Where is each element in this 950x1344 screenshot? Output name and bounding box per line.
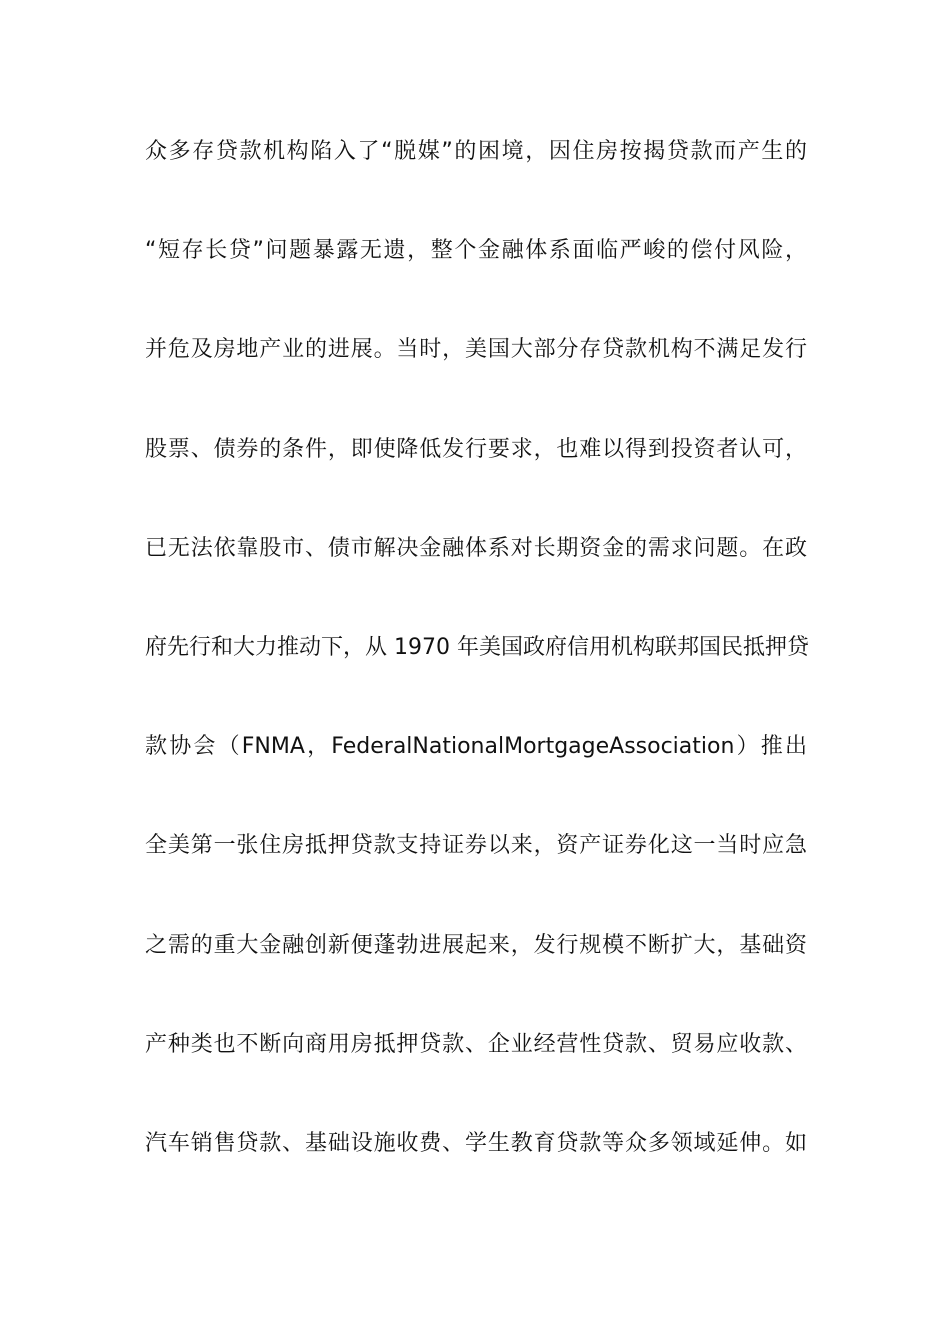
- paragraph-line: 之需的重大金融创新便蓬勃进展起来，发行规模不断扩大，基础资: [145, 932, 807, 958]
- paragraph-line: 府先行和大力推动下，从 1970 年美国政府信用机构联邦国民抵押贷: [145, 634, 809, 660]
- paragraph-line: 众多存贷款机构陷入了“脱媒”的困境，因住房按揭贷款而产生的: [145, 139, 807, 164]
- paragraph-line: 汽车销售贷款、基础设施收费、学生教育贷款等众多领域延伸。如: [145, 1130, 807, 1156]
- body-paragraph: [145, 130, 807, 1221]
- paragraph-line: 并危及房地产业的进展。当时，美国大部分存贷款机构不满足发行: [145, 337, 807, 363]
- paragraph-line: 款协会（FNMA，FederalNationalMortgageAssociation）推出: [145, 734, 807, 760]
- paragraph-line: 已无法依靠股市、债市解决金融体系对长期资金的需求问题。在政: [145, 535, 807, 561]
- paragraph-line: 全美第一张住房抵押贷款支持证券以来，资产证券化这一当时应急: [145, 833, 807, 859]
- paragraph-line: “短存长贷”问题暴露无遗，整个金融体系面临严峻的偿付风险，: [145, 238, 807, 264]
- paragraph-line: 产种类也不断向商用房抵押贷款、企业经营性贷款、贸易应收款、: [145, 1031, 807, 1057]
- paragraph-line: 股票、债券的条件，即使降低发行要求，也难以得到投资者认可，: [145, 436, 807, 462]
